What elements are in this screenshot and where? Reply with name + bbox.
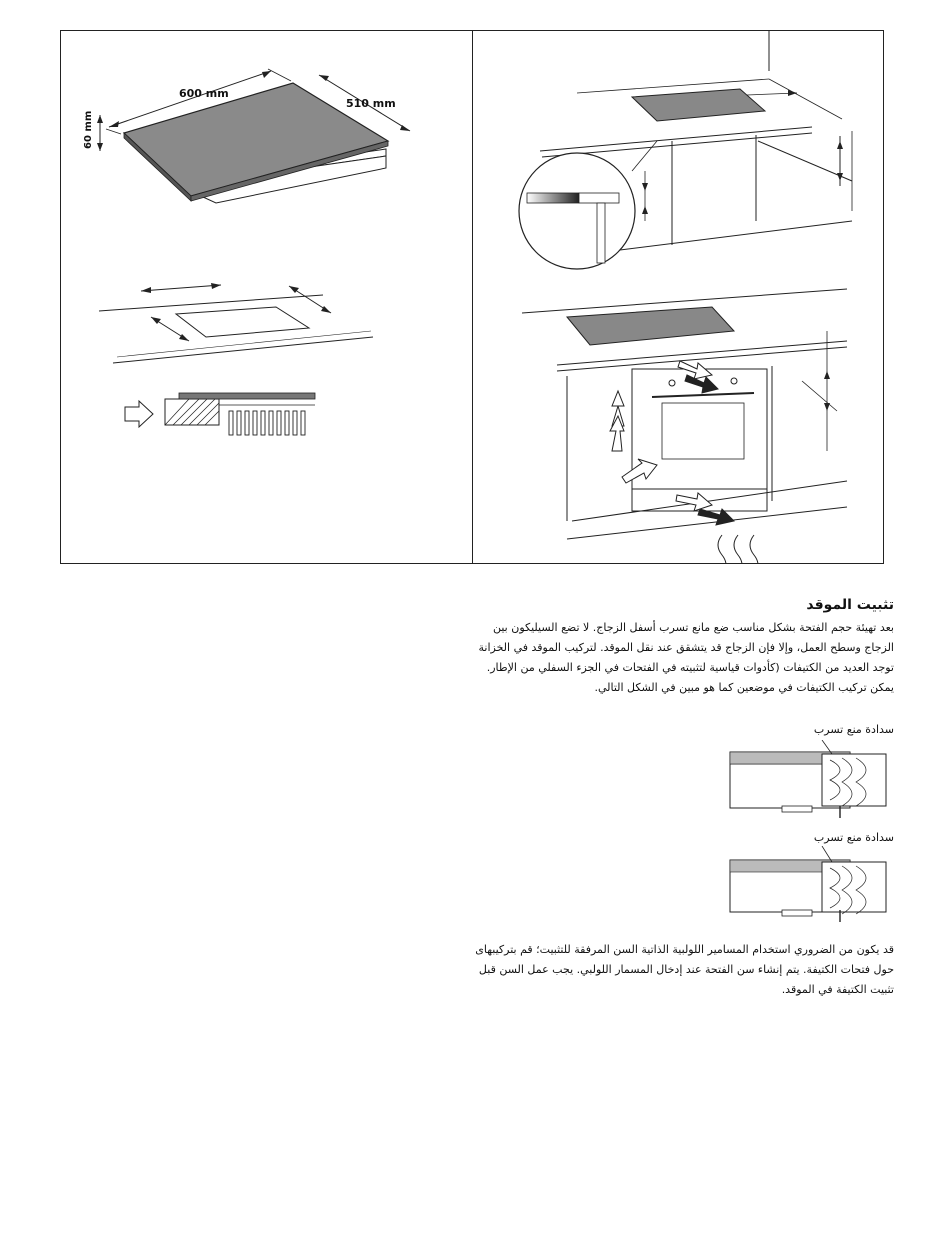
- seal-section-drawing: [125, 393, 315, 437]
- hob-dimensions-drawing: [61, 31, 472, 563]
- counter-view-drawing: [519, 31, 852, 269]
- oven-view-drawing: [522, 289, 847, 563]
- worktop-cutout-drawing: [99, 283, 373, 363]
- section-title: تثبيت الموقد: [806, 597, 894, 613]
- installation-panel: [472, 31, 884, 563]
- installation-figure: [60, 30, 884, 564]
- width-dimension-label: 600 mm: [179, 87, 229, 100]
- seal-caption-top: سدادة منع تسرب: [813, 723, 894, 736]
- dimensions-panel: [61, 31, 473, 563]
- height-dimension-label: 60 mm: [83, 110, 94, 149]
- intro-paragraph: بعد تهيئة حجم الفتحة بشكل مناسب ضع مانع تسرب أسفل الزجاج. لا تضع السيليكون بين الزجاج وسطح العمل، وإلا فإن الزجاج قد يتشقق عند نقل الموقد. لتركيب الموقد في الخزانة توجد العديد من الكتيفات (كأدوات قياسية لتثبيته في الفتحات في الجزء السفلي من الإطار. يمكن تركيب الكتيفات في موضعين كما هو مبين في الشكل التالي.: [478, 621, 894, 694]
- bracket-position-bottom-figure: [722, 846, 890, 924]
- seal-caption-bottom: سدادة منع تسرب: [813, 831, 894, 844]
- depth-dimension-label: 510 mm: [346, 97, 396, 110]
- built-in-installation-drawing: [472, 31, 884, 563]
- bracket-position-top-figure: [722, 740, 890, 820]
- outro-paragraph: قد يكون من الضروري استخدام المسامير اللولبية الذاتية السن المرفقة للتثبيت؛ قم بتركيبهاى حول فتحات الكتيفة. يتم إنشاء سن الفتحة عند إدخال المسمار اللولبي. يجب عمل السن قبل تثبيت الكتيفة في الموقد.: [475, 943, 894, 996]
